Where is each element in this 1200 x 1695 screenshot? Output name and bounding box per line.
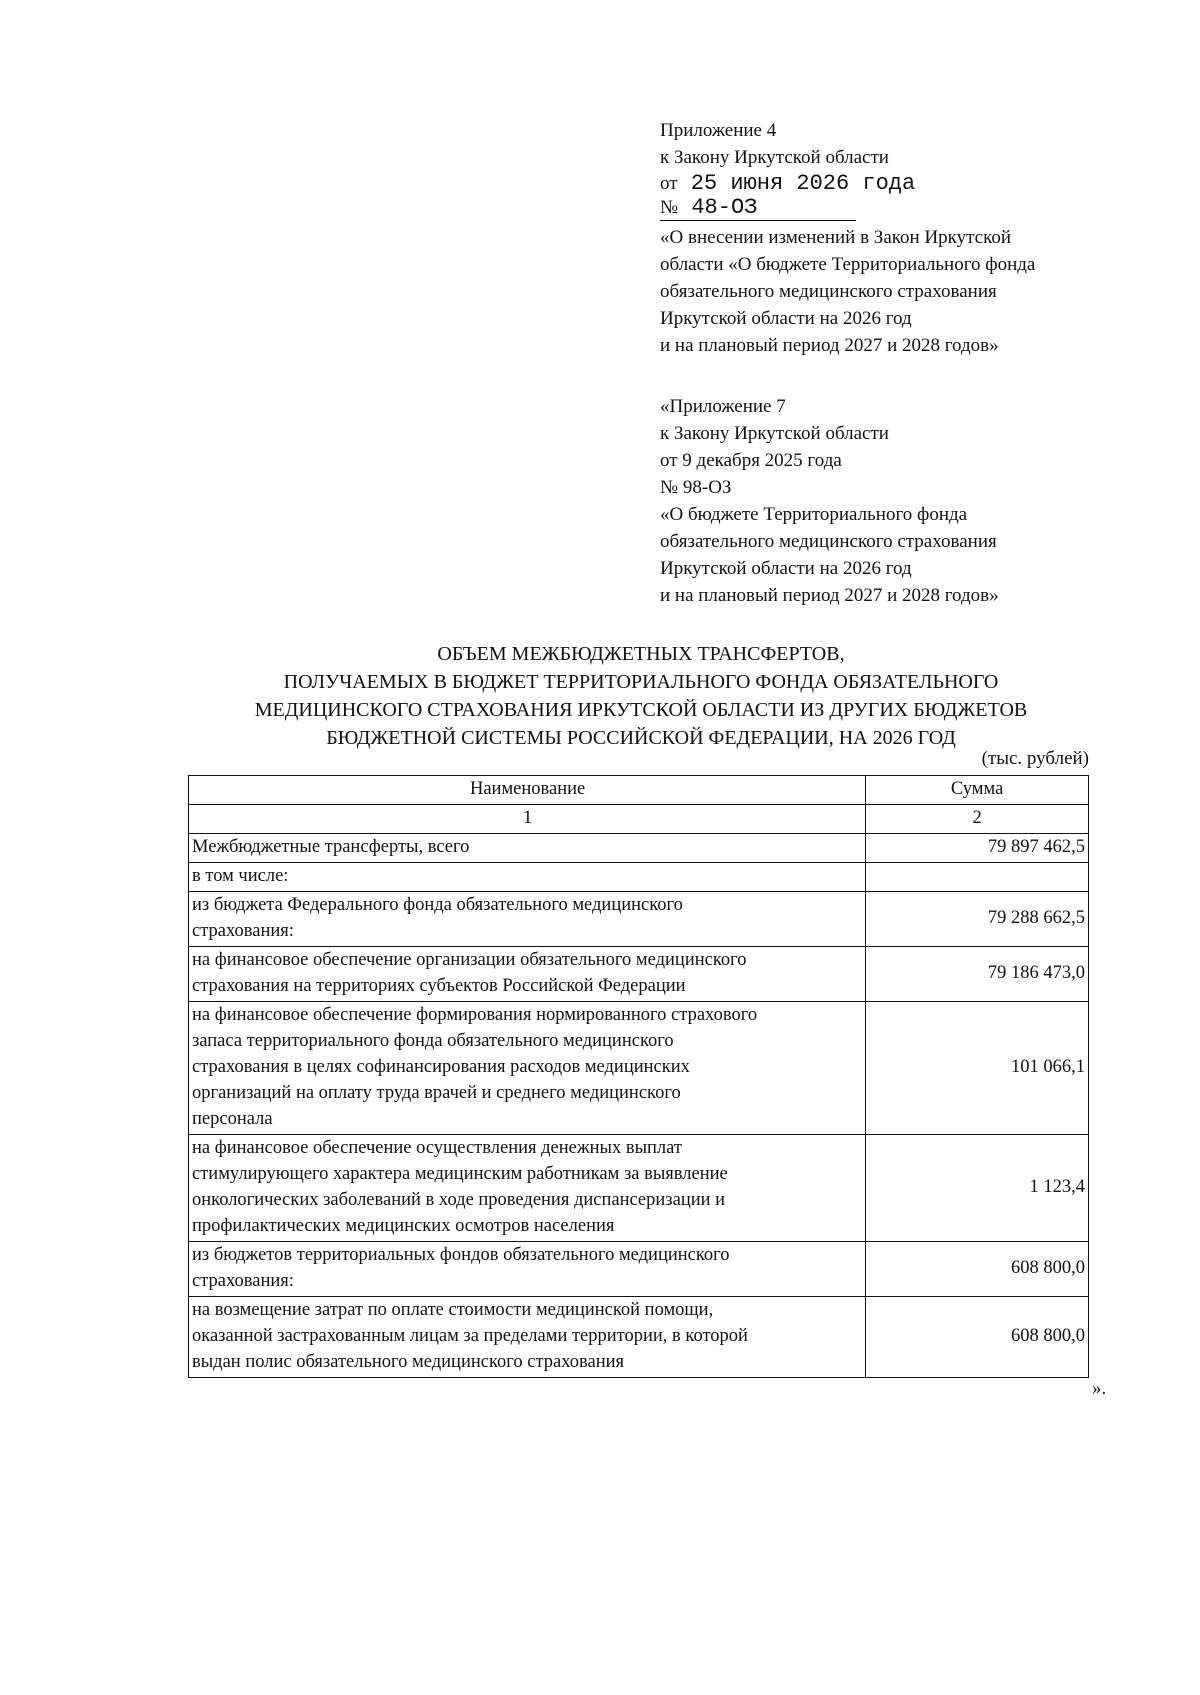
number-sign: № — [660, 197, 679, 218]
date-value: 25 июня 2026 года — [690, 171, 916, 196]
header-sum: Сумма — [866, 776, 1089, 805]
original-header-line: № 98-ОЗ — [660, 477, 732, 498]
row-sum: 79 897 462,5 — [866, 834, 1089, 863]
row-sum — [866, 863, 1089, 892]
to-law-label: к Закону Иркутской области — [660, 147, 889, 168]
original-appendix-header — [660, 393, 999, 609]
units-label: (тыс. рублей) — [981, 748, 1089, 769]
table-row — [189, 1135, 1089, 1242]
row-name: из бюджета Федерального фонда обязательного медицинского страхования: — [189, 892, 866, 947]
number-underline — [660, 220, 856, 221]
document-title-line: ОБЪЕМ МЕЖБЮДЖЕТНЫХ ТРАНСФЕРТОВ, — [437, 643, 845, 665]
amendment-title-line: обязательного медицинского страхования — [660, 281, 997, 302]
row-name: на финансовое обеспечение формирования нормированного страхового запаса территориального фонда обязательного медицинского страхования в целях софинансирования расходов медицинских организаций на оплату труда врачей и среднего медицинского персонала — [189, 1002, 866, 1135]
document-title-line: МЕДИЦИНСКОГО СТРАХОВАНИЯ ИРКУТСКОЙ ОБЛАСТИ ИЗ ДРУГИХ БЮДЖЕТОВ — [254, 699, 1028, 721]
document-title-line: БЮДЖЕТНОЙ СИСТЕМЫ РОССИЙСКОЙ ФЕДЕРАЦИИ, НА 2026 ГОД — [326, 727, 956, 749]
document-title — [186, 640, 1096, 752]
row-name: на финансовое обеспечение осуществления денежных выплат стимулирующего характера медицинским работникам за выявление онкологических заболеваний в ходе проведения диспансеризации и профилактических медицинских осмотров населения — [189, 1135, 866, 1242]
table-row — [189, 1297, 1089, 1378]
amendment-title-line: области «О бюджете Территориального фонда — [660, 254, 1036, 275]
row-name: Межбюджетные трансферты, всего — [189, 834, 866, 863]
row-name: из бюджетов территориальных фондов обязательного медицинского страхования: — [189, 1242, 866, 1297]
table-row — [189, 834, 1089, 863]
amendment-title-line: Иркутской области на 2026 год — [660, 308, 912, 329]
original-header-line: и на плановый период 2027 и 2028 годов» — [660, 585, 999, 606]
row-sum: 79 288 662,5 — [866, 892, 1089, 947]
number-value: 48-ОЗ — [691, 195, 758, 220]
row-sum: 101 066,1 — [866, 1002, 1089, 1135]
row-name: на возмещение затрат по оплате стоимости медицинской помощи, оказанной застрахованным лицам за пределами территории, в которой выдан полис обязательного медицинского страхования — [189, 1297, 866, 1378]
column-number-row — [189, 805, 1089, 834]
amendment-title-line: «О внесении изменений в Закон Иркутской — [660, 227, 1012, 248]
row-name: в том числе: — [189, 863, 866, 892]
table-row — [189, 1002, 1089, 1135]
row-sum: 608 800,0 — [866, 1297, 1089, 1378]
amendment-title-line: и на плановый период 2027 и 2028 годов» — [660, 335, 999, 356]
appendix-label: Приложение 4 — [660, 120, 777, 141]
table-row — [189, 863, 1089, 892]
table-row — [189, 947, 1089, 1002]
original-header-line: обязательного медицинского страхования — [660, 531, 997, 552]
document-title-line: ПОЛУЧАЕМЫХ В БЮДЖЕТ ТЕРРИТОРИАЛЬНОГО ФОНДА ОБЯЗАТЕЛЬНОГО — [283, 671, 999, 693]
original-header-line: «Приложение 7 — [660, 396, 786, 417]
transfers-table — [188, 775, 1089, 1378]
column-number-2: 2 — [866, 805, 1089, 834]
appendix-header — [660, 117, 889, 171]
date-prefix: от — [660, 173, 678, 194]
original-header-line: от 9 декабря 2025 года — [660, 450, 842, 471]
original-header-line: к Закону Иркутской области — [660, 423, 889, 444]
row-sum: 79 186 473,0 — [866, 947, 1089, 1002]
row-name: на финансовое обеспечение организации обязательного медицинского страхования на территориях субъектов Российской Федерации — [189, 947, 866, 1002]
row-sum: 608 800,0 — [866, 1242, 1089, 1297]
table-row — [189, 1242, 1089, 1297]
table-header-row — [189, 776, 1089, 805]
table-row — [189, 892, 1089, 947]
row-sum: 1 123,4 — [866, 1135, 1089, 1242]
closing-quote: ». — [1092, 1378, 1107, 1399]
date-stamp — [660, 172, 915, 220]
header-name: Наименование — [189, 776, 866, 805]
column-number-1: 1 — [189, 805, 866, 834]
amendment-title — [660, 224, 1035, 359]
original-header-line: Иркутской области на 2026 год — [660, 558, 912, 579]
original-header-line: «О бюджете Территориального фонда — [660, 504, 968, 525]
